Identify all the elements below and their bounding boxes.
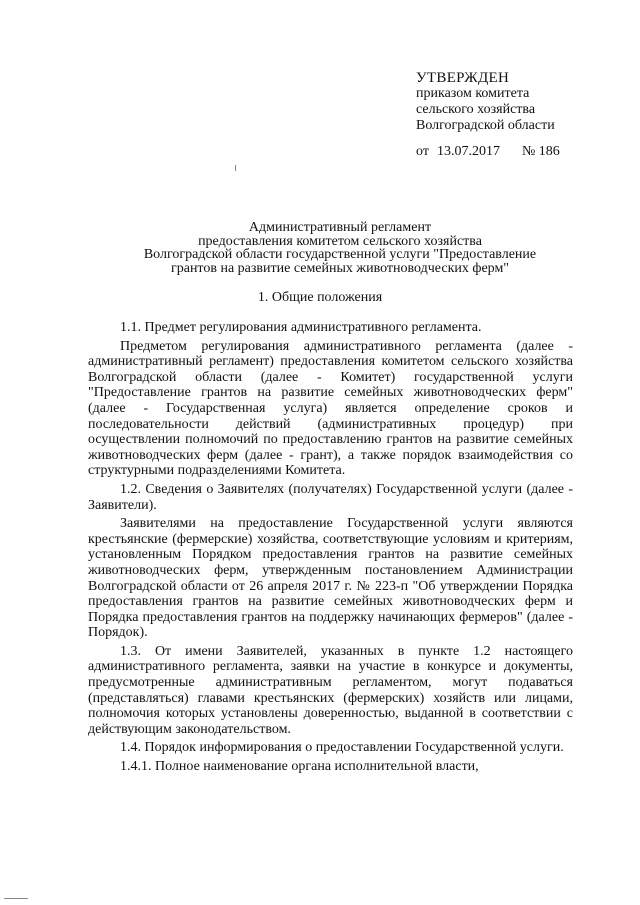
document-title: [110, 221, 570, 275]
approval-line: приказом комитета: [416, 86, 530, 101]
paragraph: Заявителями на предоставление Государственной услуги являются крестьянские (фермерские) хозяйства, соответствующие условиям и критериям, установленным Порядком предоставления грантов на развитие семейных животноводческих ферм, утвержденным постановлением Администрации Волгоградской области от 26 апреля 2017 г. № 223-п "Об утверждении Порядка предоставления грантов на развитие семейных животноводческих ферм и Порядка предоставления грантов на поддержку начинающих фермеров" (далее - Порядок).: [88, 516, 573, 641]
approval-stamp: [416, 70, 560, 160]
approval-title: УТВЕРЖДЕН: [416, 70, 510, 86]
paragraph: 1.4.1. Полное наименование органа исполнительной власти,: [120, 759, 479, 775]
title-line: Административный регламент: [248, 220, 432, 235]
approval-line: Волгоградской области: [416, 118, 555, 133]
paragraph: 1.2. Сведения о Заявителях (получателях) Государственной услуги (далее - Заявители).: [88, 481, 573, 513]
order-date: 13.07.2017: [436, 144, 500, 159]
approval-line: сельского хозяйства: [416, 102, 536, 117]
order-reference: [416, 144, 560, 160]
scan-artifact-mark: [235, 165, 236, 171]
order-date-prefix: от: [416, 144, 429, 159]
section-heading: 1. Общие положения: [257, 290, 383, 305]
document-body: [88, 320, 573, 778]
title-line: предоставления комитетом сельского хозяйства: [198, 233, 482, 249]
order-number: № 186: [521, 144, 560, 159]
title-line: Волгоградской области государственной услуги "Предоставление: [143, 247, 537, 262]
paragraph: 1.3. От имени Заявителей, указанных в пункте 1.2 настоящего административного регламента, заявки на участие в конкурсе и документы, предусмотренные административным регламентом, могут подаваться (представляться) главами крестьянских (фермерских) хозяйств или лицами, полномочия которых установлены доверенностью, выданной в соответствии с действующим законодательством.: [88, 643, 573, 737]
paragraph: Предметом регулирования административного регламента (далее - административный регламент) предоставления комитетом сельского хозяйства Волгоградской области (далее - Комитет) государственной услуги "Предоставление грантов на развитие семейных животноводческих ферм" (далее - Государственная услуга) является определение сроков и последовательности действий (административных процедур) при осуществлении полномочий по предоставлению грантов на развитие семейных животноводческих ферм (далее - грант), а также порядок взаимодействия со структурными подразделениями Комитета.: [88, 338, 573, 479]
paragraph: 1.1. Предмет регулирования административного регламента.: [120, 320, 482, 335]
paragraph: 1.4. Порядок информирования о предоставлении Государственной услуги.: [120, 740, 564, 756]
scan-artifact-line: [4, 898, 28, 899]
title-line: грантов на развитие семейных животноводческих ферм": [170, 260, 510, 276]
